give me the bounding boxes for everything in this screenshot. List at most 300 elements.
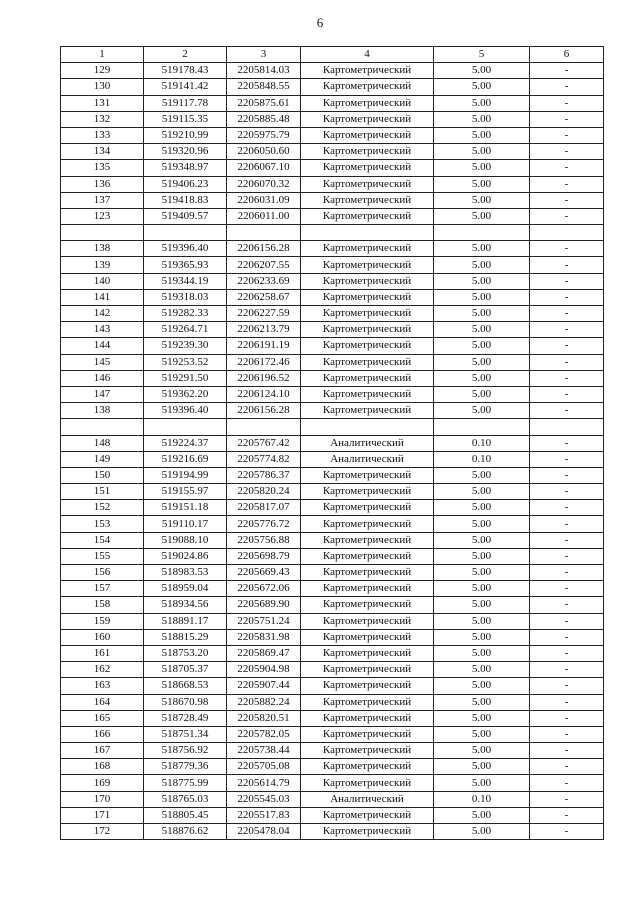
accuracy-cell: 5.00 xyxy=(434,322,530,338)
y-coordinate-cell: 2205669.43 xyxy=(227,565,301,581)
y-coordinate-cell: 2206070.32 xyxy=(227,176,301,192)
accuracy-cell: 5.00 xyxy=(434,516,530,532)
y-coordinate-cell: 2206011.00 xyxy=(227,208,301,224)
method-cell: Картометрический xyxy=(301,597,434,613)
method-cell: Картометрический xyxy=(301,289,434,305)
note-cell xyxy=(530,225,604,241)
method-cell: Картометрический xyxy=(301,95,434,111)
table-row xyxy=(61,322,604,338)
y-coordinate-cell: 2206156.28 xyxy=(227,403,301,419)
column-header-2: 2 xyxy=(144,47,227,63)
accuracy-cell: 5.00 xyxy=(434,710,530,726)
note-cell: - xyxy=(530,241,604,257)
table-header-row xyxy=(61,47,604,63)
point-number-cell: 166 xyxy=(61,726,144,742)
point-number-cell: 154 xyxy=(61,532,144,548)
note-cell: - xyxy=(530,208,604,224)
x-coordinate-cell: 519088.10 xyxy=(144,532,227,548)
y-coordinate-cell: 2206196.52 xyxy=(227,370,301,386)
point-number-cell xyxy=(61,225,144,241)
table-row xyxy=(61,775,604,791)
method-cell: Картометрический xyxy=(301,726,434,742)
method-cell: Картометрический xyxy=(301,160,434,176)
note-cell: - xyxy=(530,338,604,354)
accuracy-cell: 5.00 xyxy=(434,743,530,759)
point-number-cell: 123 xyxy=(61,208,144,224)
y-coordinate-cell: 2205517.83 xyxy=(227,807,301,823)
method-cell: Картометрический xyxy=(301,807,434,823)
accuracy-cell: 5.00 xyxy=(434,127,530,143)
x-coordinate-cell: 519155.97 xyxy=(144,484,227,500)
accuracy-cell: 5.00 xyxy=(434,824,530,840)
table-row xyxy=(61,678,604,694)
y-coordinate-cell: 2206191.19 xyxy=(227,338,301,354)
accuracy-cell: 5.00 xyxy=(434,694,530,710)
method-cell: Картометрический xyxy=(301,241,434,257)
method-cell: Картометрический xyxy=(301,710,434,726)
y-coordinate-cell: 2205774.82 xyxy=(227,451,301,467)
x-coordinate-cell: 519151.18 xyxy=(144,500,227,516)
point-number-cell: 147 xyxy=(61,386,144,402)
method-cell: Картометрический xyxy=(301,338,434,354)
method-cell: Картометрический xyxy=(301,484,434,500)
accuracy-cell: 5.00 xyxy=(434,111,530,127)
y-coordinate-cell: 2205751.24 xyxy=(227,613,301,629)
note-cell: - xyxy=(530,322,604,338)
x-coordinate-cell: 519210.99 xyxy=(144,127,227,143)
accuracy-cell: 5.00 xyxy=(434,208,530,224)
y-coordinate-cell: 2206124.10 xyxy=(227,386,301,402)
accuracy-cell: 5.00 xyxy=(434,306,530,322)
x-coordinate-cell: 518753.20 xyxy=(144,645,227,661)
y-coordinate-cell: 2205689.90 xyxy=(227,597,301,613)
x-coordinate-cell: 518670.98 xyxy=(144,694,227,710)
accuracy-cell xyxy=(434,225,530,241)
table-row xyxy=(61,176,604,192)
x-coordinate-cell xyxy=(144,419,227,435)
method-cell: Картометрический xyxy=(301,759,434,775)
x-coordinate-cell: 519348.97 xyxy=(144,160,227,176)
method-cell: Картометрический xyxy=(301,500,434,516)
table-row xyxy=(61,694,604,710)
point-number-cell: 169 xyxy=(61,775,144,791)
point-number-cell: 160 xyxy=(61,629,144,645)
point-number-cell: 152 xyxy=(61,500,144,516)
y-coordinate-cell: 2205767.42 xyxy=(227,435,301,451)
method-cell: Картометрический xyxy=(301,467,434,483)
y-coordinate-cell: 2206227.59 xyxy=(227,306,301,322)
note-cell: - xyxy=(530,370,604,386)
y-coordinate-cell: 2205814.03 xyxy=(227,63,301,79)
method-cell: Картометрический xyxy=(301,743,434,759)
method-cell: Картометрический xyxy=(301,208,434,224)
x-coordinate-cell: 518876.62 xyxy=(144,824,227,840)
accuracy-cell: 5.00 xyxy=(434,565,530,581)
table-row xyxy=(61,79,604,95)
table-row xyxy=(61,532,604,548)
table-row xyxy=(61,95,604,111)
note-cell: - xyxy=(530,273,604,289)
x-coordinate-cell: 519216.69 xyxy=(144,451,227,467)
y-coordinate-cell: 2205545.03 xyxy=(227,791,301,807)
note-cell: - xyxy=(530,759,604,775)
method-cell: Картометрический xyxy=(301,79,434,95)
table-row xyxy=(61,257,604,273)
x-coordinate-cell: 519318.03 xyxy=(144,289,227,305)
table-row xyxy=(61,273,604,289)
x-coordinate-cell: 518934.56 xyxy=(144,597,227,613)
accuracy-cell: 5.00 xyxy=(434,386,530,402)
table-row xyxy=(61,629,604,645)
column-header-3: 3 xyxy=(227,47,301,63)
y-coordinate-cell: 2205831.98 xyxy=(227,629,301,645)
point-number-cell: 150 xyxy=(61,467,144,483)
method-cell: Картометрический xyxy=(301,629,434,645)
table-row xyxy=(61,548,604,564)
point-number-cell: 168 xyxy=(61,759,144,775)
point-number-cell xyxy=(61,419,144,435)
x-coordinate-cell: 518765.03 xyxy=(144,791,227,807)
x-coordinate-cell: 519024.86 xyxy=(144,548,227,564)
accuracy-cell: 5.00 xyxy=(434,273,530,289)
column-header-1: 1 xyxy=(61,47,144,63)
x-coordinate-cell: 519253.52 xyxy=(144,354,227,370)
method-cell: Картометрический xyxy=(301,516,434,532)
method-cell: Картометрический xyxy=(301,144,434,160)
y-coordinate-cell: 2205817.07 xyxy=(227,500,301,516)
accuracy-cell: 5.00 xyxy=(434,370,530,386)
method-cell: Картометрический xyxy=(301,662,434,678)
note-cell: - xyxy=(530,581,604,597)
accuracy-cell: 5.00 xyxy=(434,160,530,176)
note-cell: - xyxy=(530,435,604,451)
y-coordinate-cell: 2206233.69 xyxy=(227,273,301,289)
note-cell: - xyxy=(530,111,604,127)
method-cell: Картометрический xyxy=(301,257,434,273)
method-cell xyxy=(301,419,434,435)
table-row xyxy=(61,743,604,759)
note-cell: - xyxy=(530,176,604,192)
note-cell: - xyxy=(530,791,604,807)
accuracy-cell: 0.10 xyxy=(434,791,530,807)
method-cell: Картометрический xyxy=(301,694,434,710)
y-coordinate-cell: 2205904.98 xyxy=(227,662,301,678)
x-coordinate-cell: 518668.53 xyxy=(144,678,227,694)
x-coordinate-cell: 519396.40 xyxy=(144,241,227,257)
point-number-cell: 164 xyxy=(61,694,144,710)
note-cell: - xyxy=(530,662,604,678)
y-coordinate-cell: 2205907.44 xyxy=(227,678,301,694)
y-coordinate-cell: 2205820.24 xyxy=(227,484,301,500)
accuracy-cell: 5.00 xyxy=(434,645,530,661)
table-row xyxy=(61,208,604,224)
column-header-6: 6 xyxy=(530,47,604,63)
method-cell: Аналитический xyxy=(301,791,434,807)
x-coordinate-cell: 519418.83 xyxy=(144,192,227,208)
point-number-cell: 133 xyxy=(61,127,144,143)
x-coordinate-cell: 518983.53 xyxy=(144,565,227,581)
note-cell: - xyxy=(530,645,604,661)
note-cell: - xyxy=(530,467,604,483)
method-cell: Картометрический xyxy=(301,645,434,661)
note-cell: - xyxy=(530,484,604,500)
point-number-cell: 135 xyxy=(61,160,144,176)
table-row xyxy=(61,63,604,79)
y-coordinate-cell: 2205698.79 xyxy=(227,548,301,564)
method-cell: Картометрический xyxy=(301,306,434,322)
note-cell: - xyxy=(530,532,604,548)
point-number-cell: 172 xyxy=(61,824,144,840)
y-coordinate-cell: 2205875.61 xyxy=(227,95,301,111)
y-coordinate-cell: 2206213.79 xyxy=(227,322,301,338)
table-row xyxy=(61,160,604,176)
note-cell: - xyxy=(530,516,604,532)
y-coordinate-cell: 2205848.55 xyxy=(227,79,301,95)
accuracy-cell: 5.00 xyxy=(434,403,530,419)
point-number-cell: 171 xyxy=(61,807,144,823)
accuracy-cell: 5.00 xyxy=(434,662,530,678)
separator-row xyxy=(61,225,604,241)
note-cell: - xyxy=(530,597,604,613)
note-cell: - xyxy=(530,613,604,629)
point-number-cell: 158 xyxy=(61,597,144,613)
accuracy-cell: 5.00 xyxy=(434,467,530,483)
accuracy-cell: 5.00 xyxy=(434,613,530,629)
x-coordinate-cell: 518728.49 xyxy=(144,710,227,726)
point-number-cell: 153 xyxy=(61,516,144,532)
accuracy-cell: 5.00 xyxy=(434,338,530,354)
table-row xyxy=(61,403,604,419)
table-row xyxy=(61,581,604,597)
table-row xyxy=(61,662,604,678)
x-coordinate-cell: 519409.57 xyxy=(144,208,227,224)
method-cell: Аналитический xyxy=(301,435,434,451)
y-coordinate-cell: 2205756.88 xyxy=(227,532,301,548)
method-cell: Картометрический xyxy=(301,678,434,694)
accuracy-cell: 5.00 xyxy=(434,79,530,95)
table-row xyxy=(61,451,604,467)
page-number: 6 xyxy=(316,15,324,30)
y-coordinate-cell: 2205869.47 xyxy=(227,645,301,661)
x-coordinate-cell: 519320.96 xyxy=(144,144,227,160)
point-number-cell: 144 xyxy=(61,338,144,354)
y-coordinate-cell: 2206050.60 xyxy=(227,144,301,160)
x-coordinate-cell: 518756.92 xyxy=(144,743,227,759)
x-coordinate-cell: 519291.50 xyxy=(144,370,227,386)
y-coordinate-cell: 2206258.67 xyxy=(227,289,301,305)
method-cell xyxy=(301,225,434,241)
table-row xyxy=(61,386,604,402)
x-coordinate-cell: 519406.23 xyxy=(144,176,227,192)
point-number-cell: 157 xyxy=(61,581,144,597)
accuracy-cell: 5.00 xyxy=(434,289,530,305)
y-coordinate-cell: 2205782.05 xyxy=(227,726,301,742)
table-row xyxy=(61,597,604,613)
note-cell: - xyxy=(530,710,604,726)
point-number-cell: 155 xyxy=(61,548,144,564)
accuracy-cell: 0.10 xyxy=(434,451,530,467)
note-cell: - xyxy=(530,403,604,419)
accuracy-cell: 5.00 xyxy=(434,63,530,79)
method-cell: Картометрический xyxy=(301,111,434,127)
method-cell: Картометрический xyxy=(301,386,434,402)
table-row xyxy=(61,467,604,483)
point-number-cell: 151 xyxy=(61,484,144,500)
y-coordinate-cell: 2205882.24 xyxy=(227,694,301,710)
note-cell: - xyxy=(530,63,604,79)
x-coordinate-cell: 519117.78 xyxy=(144,95,227,111)
accuracy-cell xyxy=(434,419,530,435)
point-number-cell: 162 xyxy=(61,662,144,678)
note-cell: - xyxy=(530,694,604,710)
accuracy-cell: 5.00 xyxy=(434,241,530,257)
note-cell: - xyxy=(530,743,604,759)
accuracy-cell: 5.00 xyxy=(434,532,530,548)
x-coordinate-cell: 519362.20 xyxy=(144,386,227,402)
point-number-cell: 134 xyxy=(61,144,144,160)
accuracy-cell: 5.00 xyxy=(434,581,530,597)
table-row xyxy=(61,354,604,370)
point-number-cell: 145 xyxy=(61,354,144,370)
accuracy-cell: 5.00 xyxy=(434,759,530,775)
y-coordinate-cell: 2205738.44 xyxy=(227,743,301,759)
note-cell: - xyxy=(530,79,604,95)
method-cell: Аналитический xyxy=(301,451,434,467)
y-coordinate-cell: 2206156.28 xyxy=(227,241,301,257)
table-row xyxy=(61,111,604,127)
table-row xyxy=(61,144,604,160)
y-coordinate-cell: 2206031.09 xyxy=(227,192,301,208)
table-row xyxy=(61,807,604,823)
x-coordinate-cell: 518891.17 xyxy=(144,613,227,629)
x-coordinate-cell: 519224.37 xyxy=(144,435,227,451)
x-coordinate-cell: 519282.33 xyxy=(144,306,227,322)
method-cell: Картометрический xyxy=(301,532,434,548)
note-cell: - xyxy=(530,192,604,208)
separator-row xyxy=(61,419,604,435)
accuracy-cell: 5.00 xyxy=(434,192,530,208)
y-coordinate-cell: 2205885.48 xyxy=(227,111,301,127)
table-row xyxy=(61,241,604,257)
point-number-cell: 148 xyxy=(61,435,144,451)
table-row xyxy=(61,370,604,386)
accuracy-cell: 5.00 xyxy=(434,176,530,192)
y-coordinate-cell: 2205614.79 xyxy=(227,775,301,791)
note-cell: - xyxy=(530,306,604,322)
table-row xyxy=(61,127,604,143)
accuracy-cell: 5.00 xyxy=(434,775,530,791)
method-cell: Картометрический xyxy=(301,176,434,192)
point-number-cell: 156 xyxy=(61,565,144,581)
point-number-cell: 138 xyxy=(61,403,144,419)
point-number-cell: 138 xyxy=(61,241,144,257)
note-cell xyxy=(530,419,604,435)
method-cell: Картометрический xyxy=(301,824,434,840)
y-coordinate-cell xyxy=(227,419,301,435)
x-coordinate-cell: 519365.93 xyxy=(144,257,227,273)
point-number-cell: 139 xyxy=(61,257,144,273)
method-cell: Картометрический xyxy=(301,354,434,370)
x-coordinate-cell: 519110.17 xyxy=(144,516,227,532)
accuracy-cell: 0.10 xyxy=(434,435,530,451)
note-cell: - xyxy=(530,565,604,581)
x-coordinate-cell: 519344.19 xyxy=(144,273,227,289)
point-number-cell: 167 xyxy=(61,743,144,759)
table-row xyxy=(61,710,604,726)
x-coordinate-cell: 518959.04 xyxy=(144,581,227,597)
method-cell: Картометрический xyxy=(301,548,434,564)
point-number-cell: 130 xyxy=(61,79,144,95)
point-number-cell: 146 xyxy=(61,370,144,386)
table-row xyxy=(61,500,604,516)
method-cell: Картометрический xyxy=(301,273,434,289)
point-number-cell: 149 xyxy=(61,451,144,467)
note-cell: - xyxy=(530,160,604,176)
table-row xyxy=(61,306,604,322)
note-cell: - xyxy=(530,824,604,840)
method-cell: Картометрический xyxy=(301,775,434,791)
table-row xyxy=(61,613,604,629)
method-cell: Картометрический xyxy=(301,127,434,143)
table-row xyxy=(61,516,604,532)
point-number-cell: 161 xyxy=(61,645,144,661)
point-number-cell: 143 xyxy=(61,322,144,338)
table-row xyxy=(61,289,604,305)
table-row xyxy=(61,726,604,742)
x-coordinate-cell: 518775.99 xyxy=(144,775,227,791)
accuracy-cell: 5.00 xyxy=(434,95,530,111)
method-cell: Картометрический xyxy=(301,192,434,208)
point-number-cell: 165 xyxy=(61,710,144,726)
note-cell: - xyxy=(530,144,604,160)
x-coordinate-cell: 519396.40 xyxy=(144,403,227,419)
x-coordinate-cell: 519194.99 xyxy=(144,467,227,483)
point-number-cell: 131 xyxy=(61,95,144,111)
method-cell: Картометрический xyxy=(301,613,434,629)
accuracy-cell: 5.00 xyxy=(434,257,530,273)
x-coordinate-cell: 518705.37 xyxy=(144,662,227,678)
note-cell: - xyxy=(530,289,604,305)
y-coordinate-cell: 2205975.79 xyxy=(227,127,301,143)
x-coordinate-cell xyxy=(144,225,227,241)
method-cell: Картометрический xyxy=(301,63,434,79)
accuracy-cell: 5.00 xyxy=(434,597,530,613)
y-coordinate-cell: 2205672.06 xyxy=(227,581,301,597)
point-number-cell: 159 xyxy=(61,613,144,629)
point-number-cell: 129 xyxy=(61,63,144,79)
point-number-cell: 132 xyxy=(61,111,144,127)
table-row xyxy=(61,338,604,354)
point-number-cell: 170 xyxy=(61,791,144,807)
note-cell: - xyxy=(530,127,604,143)
note-cell: - xyxy=(530,726,604,742)
accuracy-cell: 5.00 xyxy=(434,354,530,370)
y-coordinate-cell: 2205478.04 xyxy=(227,824,301,840)
note-cell: - xyxy=(530,775,604,791)
table-row xyxy=(61,791,604,807)
table-row xyxy=(61,824,604,840)
table-row xyxy=(61,484,604,500)
note-cell: - xyxy=(530,807,604,823)
note-cell: - xyxy=(530,95,604,111)
accuracy-cell: 5.00 xyxy=(434,144,530,160)
table-row xyxy=(61,759,604,775)
point-number-cell: 163 xyxy=(61,678,144,694)
x-coordinate-cell: 519141.42 xyxy=(144,79,227,95)
coordinates-table xyxy=(60,46,604,840)
accuracy-cell: 5.00 xyxy=(434,726,530,742)
accuracy-cell: 5.00 xyxy=(434,678,530,694)
